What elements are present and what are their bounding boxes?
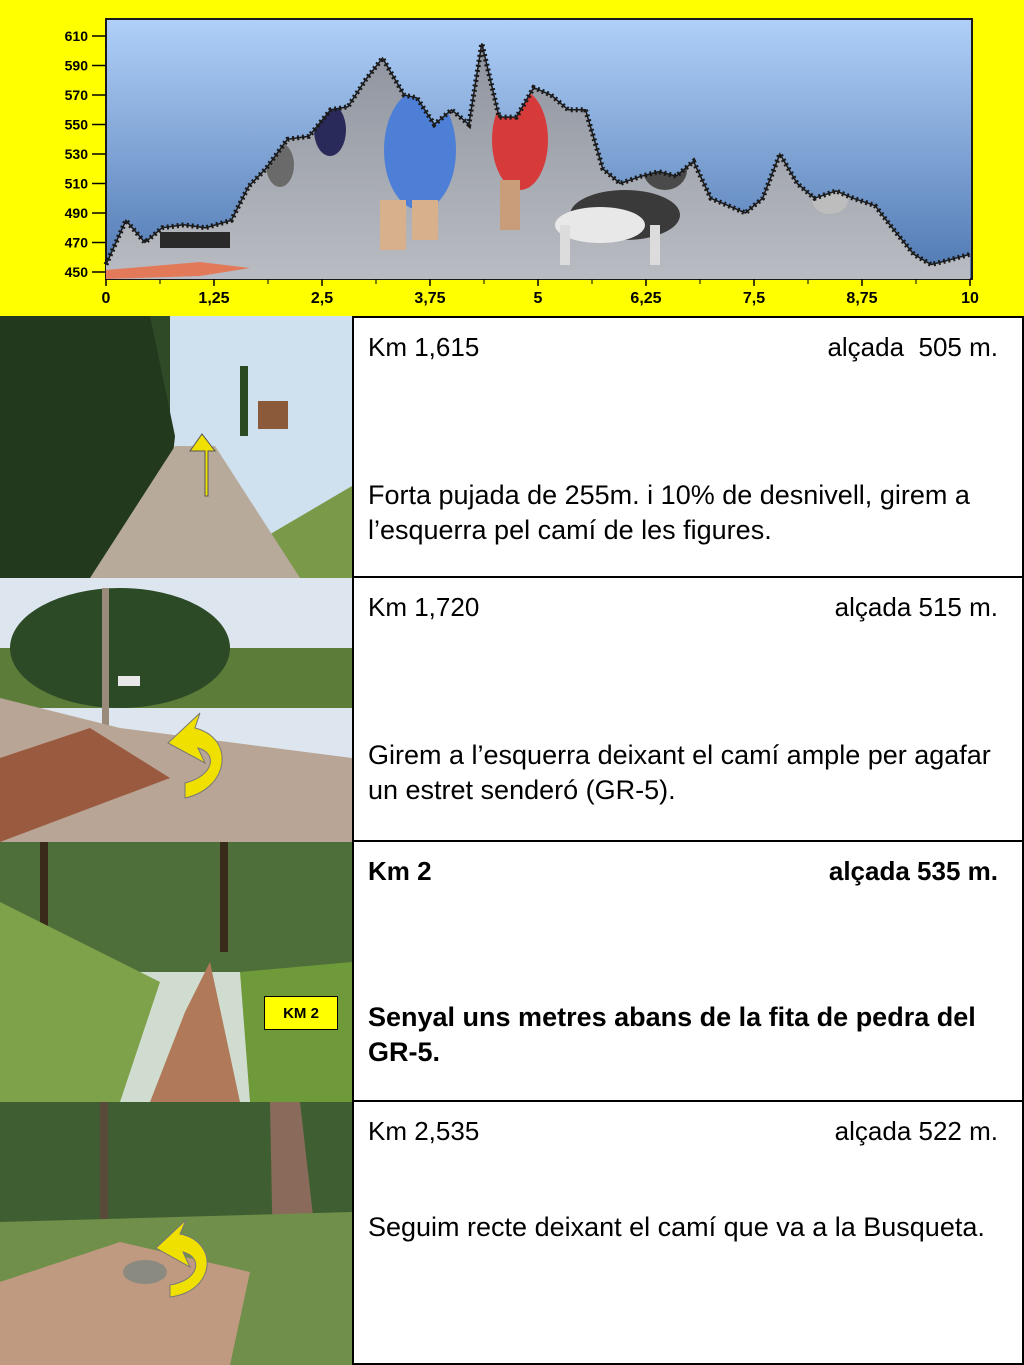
altitude-label: alçada 535 m. (828, 856, 998, 886)
x-tick-label: 2,5 (310, 290, 334, 307)
route-step-text (352, 842, 1024, 1102)
route-step-row (0, 578, 1024, 842)
y-tick-label: 510 (64, 175, 88, 192)
step-description: Forta pujada de 255m. i 10% de desnivell, girem a l’esquerra pel camí de les figures. (368, 480, 970, 545)
y-tick-label: 590 (64, 57, 88, 74)
x-tick-label: 10 (961, 290, 979, 307)
km-label: Km 1,615 (368, 332, 480, 362)
route-step-text (352, 316, 1024, 578)
x-tick-label: 3,75 (414, 290, 446, 307)
elevation-profile-chart (0, 0, 1024, 316)
y-tick-label: 550 (64, 116, 88, 133)
km-marker-sign: KM 2 (264, 996, 338, 1030)
km-label: Km 2 (368, 856, 432, 886)
x-tick-label: 1,25 (198, 290, 230, 307)
step-description: Seguim recte deixant el camí que va a la Busqueta. (368, 1212, 985, 1242)
route-step-row (0, 842, 1024, 1102)
y-tick-label: 530 (64, 146, 88, 162)
route-step-text (352, 1102, 1024, 1365)
x-tick-label: 0 (101, 290, 111, 307)
x-tick-label: 7,5 (742, 290, 766, 307)
x-tick-label: 5 (533, 290, 543, 307)
y-tick-label: 470 (64, 234, 88, 251)
route-photo (0, 842, 352, 1102)
altitude-label: alçada 505 m. (827, 332, 998, 362)
step-description: Girem a l’esquerra deixant el camí ample per agafar un estret senderó (GR-5). (368, 740, 991, 805)
km-label: Km 2,535 (368, 1116, 480, 1146)
route-photo (0, 316, 352, 578)
route-step-text (352, 578, 1024, 842)
route-step-row (0, 1102, 1024, 1365)
y-axis (65, 28, 106, 280)
route-step-row (0, 316, 1024, 578)
x-tick-label: 8,75 (846, 290, 878, 307)
y-tick-label: 610 (64, 28, 88, 44)
route-photo (0, 1102, 352, 1365)
step-description: Senyal uns metres abans de la fita de pedra del GR-5. (368, 1002, 976, 1067)
altitude-label: alçada 515 m. (834, 592, 998, 622)
x-tick-label: 6,25 (630, 290, 662, 307)
y-tick-label: 450 (64, 264, 88, 280)
altitude-label: alçada 522 m. (834, 1116, 998, 1146)
elevation-profile-panel (0, 0, 1024, 316)
y-tick-label: 570 (64, 87, 88, 103)
y-tick-label: 490 (64, 205, 88, 221)
route-photo (0, 578, 352, 842)
km-label: Km 1,720 (368, 592, 480, 622)
